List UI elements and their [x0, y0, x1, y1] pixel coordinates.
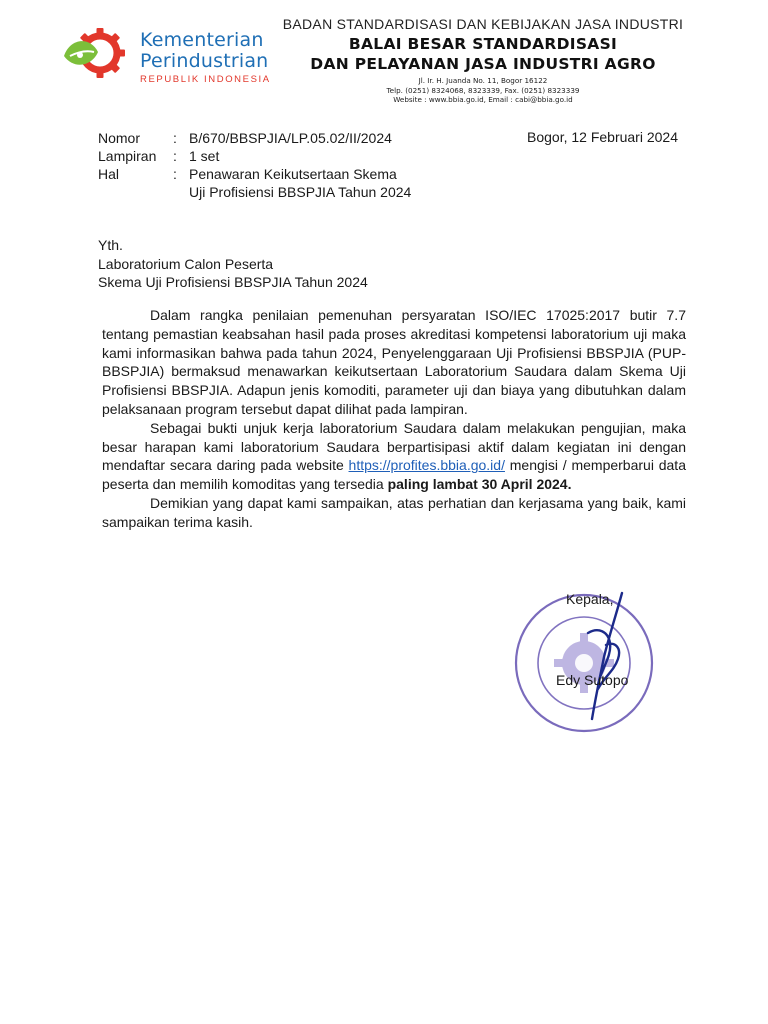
recipient-line-3: Skema Uji Profisiensi BBSPJIA Tahun 2024 [98, 274, 368, 290]
office-address: Jl. Ir. H. Juanda No. 11, Bogor 16122 [418, 76, 548, 85]
lampiran-value: 1 set [189, 148, 220, 164]
nomor-label: Nomor [98, 130, 141, 146]
agency-name: BADAN STANDARDISASI DAN KEBIJAKAN JASA INDUSTRI [282, 16, 684, 32]
recipient-line-2: Laboratorium Calon Peserta [98, 255, 274, 272]
hal-value-1: Penawaran Keikutsertaan Skema [189, 166, 397, 182]
letter-meta [98, 129, 489, 201]
hal-label: Hal [98, 166, 120, 182]
brand-name-line-2: Perindustrian [140, 50, 269, 72]
paragraph-2-text-b: mengisi / memperbarui data peserta dan memilih komoditas yang tersedia [102, 457, 686, 493]
colon: : [173, 130, 177, 146]
letterhead-heading [280, 16, 686, 105]
paragraph-2-text-a: Sebagai bukti unjuk kerja laboratorium Saudara dalam melakukan pengujian, maka besar harapan kami laboratorium Saudara berpartisipasi aktif dalam kegiatan ini dengan mendaftar secara daring pada website [102, 419, 686, 474]
deadline-text: paling lambat 30 April 2024. [387, 476, 572, 493]
meta-row-nomor [98, 129, 489, 147]
meta-row-hal [98, 165, 489, 183]
office-web: Website : www.bbia.go.id, Email : cabi@bbia.go.id [393, 95, 573, 104]
official-stamp-icon [512, 585, 662, 735]
office-name-2: DAN PELAYANAN JASA INDUSTRI AGRO [310, 55, 656, 73]
letter-date: Bogor, 12 Februari 2024 [527, 129, 678, 145]
kemenperin-logo-icon [60, 26, 136, 86]
recipient-line-1: Yth. [98, 237, 123, 253]
letter-body [102, 306, 686, 532]
colon: : [173, 166, 177, 182]
brand-subtitle: REPUBLIK INDONESIA [140, 74, 271, 85]
colon: : [173, 148, 177, 164]
body-paragraph-3: Demikian yang dapat kami sampaikan, atas perhatian dan kerjasama yang baik, kami sampaikan terima kasih. [102, 494, 686, 530]
profites-website-link[interactable]: https://profites.bbia.go.id/ [348, 457, 505, 474]
body-paragraph-1: Dalam rangka penilaian pemenuhan persyaratan ISO/IEC 17025:2017 butir 7.7 tentang pemastian keabsahan hasil pada proses akreditasi kompetensi laboratorium uji maka kami informasikan bahwa pada tahun 2024, Penyelenggaraan Uji Profisiensi BBSPJIA (PUP-BBSPJIA) bermaksud menawarkan keikutsertaan Laboratorium Saudara dalam Skema Uji Profisiensi BBSPJIA. Adapun jenis komoditi, parameter uji dan biaya yang dibutuhkan dalam pelaksanaan program tersebut dapat dilihat pada lampiran. [102, 307, 686, 417]
brand-name-line-1: Kementerian [140, 29, 264, 51]
office-name-1: BALAI BESAR STANDARDISASI [348, 35, 618, 53]
lampiran-label: Lampiran [98, 148, 157, 164]
signatory-title: Kepala, [566, 591, 614, 607]
signatory-name: Edy Sutopo [556, 672, 629, 688]
meta-row-lampiran [98, 147, 489, 165]
brand-block [140, 30, 271, 85]
body-paragraph-2 [102, 419, 686, 494]
hal-value-2: Uji Profisiensi BBSPJIA Tahun 2024 [189, 184, 412, 200]
office-phone: Telp. (0251) 8324068, 8323339, Fax. (0251) 8323339 [386, 85, 580, 95]
recipient-block [98, 236, 368, 292]
nomor-value: B/670/BBSPJIA/LP.05.02/II/2024 [189, 130, 392, 146]
